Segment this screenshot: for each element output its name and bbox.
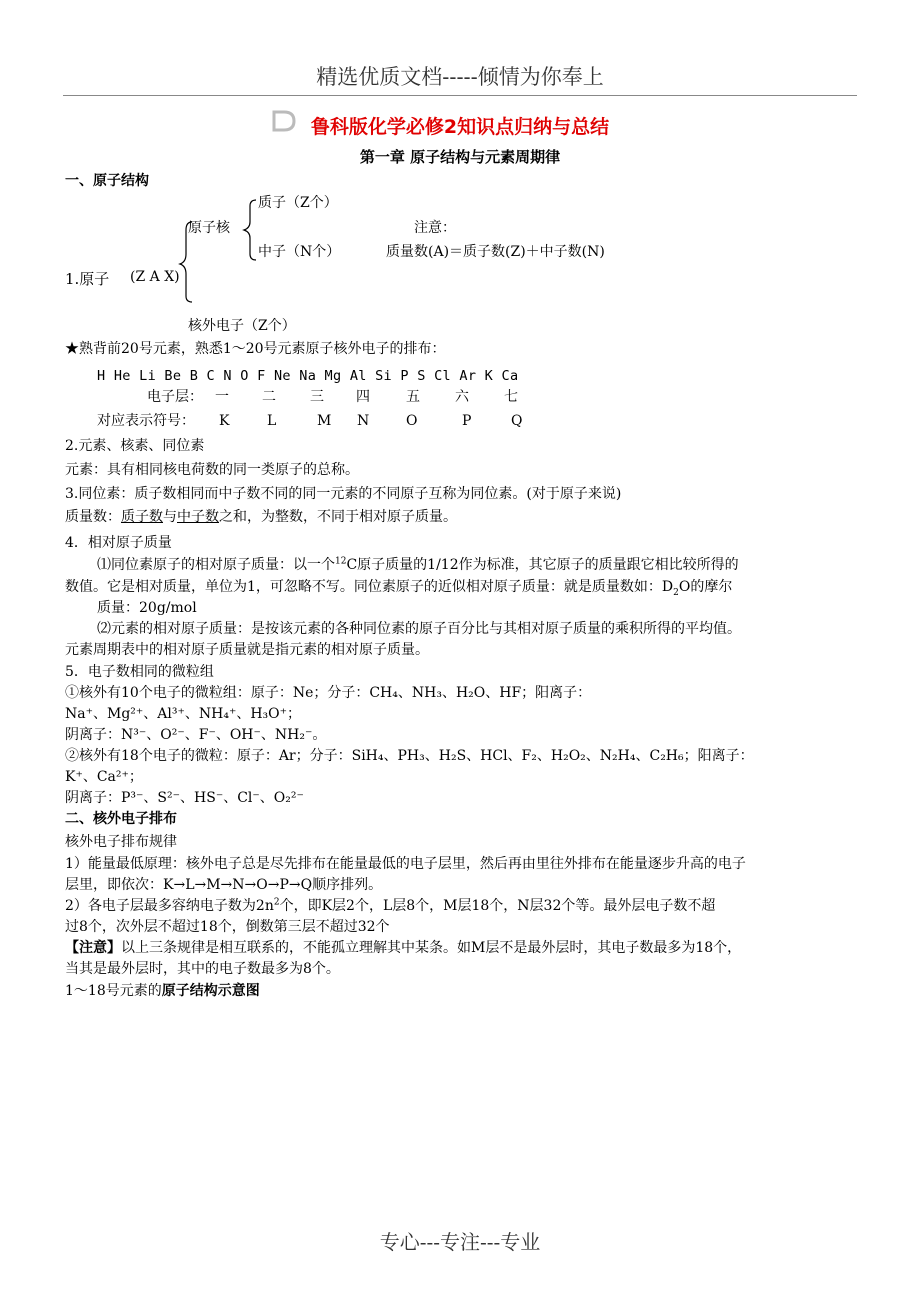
- mass-number-formula: 质量数(A)＝质子数(Z)＋中子数(N): [386, 244, 605, 260]
- atom-brace-icon: [176, 218, 196, 306]
- text-run: C原子质量的1/12作为标准，其它原子的质量跟它相比较所得的: [346, 557, 739, 573]
- relative-mass-p1-line1: [97, 557, 739, 575]
- header-title: 精选优质文档-----倾情为你奉上: [316, 65, 604, 89]
- shell-item: 六: [455, 389, 469, 405]
- memorize-line: ★熟背前20号元素，熟悉1～20号元素原子核外电子的排布：: [65, 341, 446, 357]
- element-definition: 元素：具有相同核电荷数的同一类原子的总称。: [65, 462, 359, 478]
- relative-mass-p2-line2: 元素周期表中的相对原子质量就是指元素的相对原子质量。: [65, 642, 429, 658]
- text-run: 1～18号元素的: [65, 983, 162, 999]
- note-line2: 当其是最外层时，其中的电子数最多为8个。: [65, 961, 340, 977]
- diagram-caption-bold: 原子结构示意图: [161, 983, 260, 999]
- header-divider: [63, 95, 857, 96]
- electron-label: 核外电子（Z个）: [188, 318, 296, 334]
- group10-cations: Na⁺、Mg²⁺、Al³⁺、NH₄⁺、H₃O⁺；: [65, 706, 302, 722]
- section2-heading: 二、核外电子排布: [65, 811, 177, 827]
- neutron-count-term: 中子数: [177, 509, 219, 525]
- rule2-line1: [65, 898, 715, 916]
- atom-notation: (Z A X): [130, 269, 180, 285]
- item4-title: 4．相对原子质量: [65, 535, 172, 551]
- superscript: 12: [335, 556, 347, 567]
- group10-anions: 阴离子：N³⁻、O²⁻、F⁻、OH⁻、NH₂⁻。: [65, 727, 327, 743]
- shell-item: 一: [215, 389, 229, 405]
- symbol-item: L: [267, 413, 277, 429]
- neutron-label: 中子（N个）: [258, 244, 341, 260]
- nucleus-brace-icon: [238, 196, 260, 264]
- subscript: 2: [673, 587, 679, 598]
- text-run: 数值。它是相对质量，单位为1，可忽略不写。同位素原子的近似相对原子质量：就是质量数如：D: [65, 579, 674, 595]
- shell-item: 二: [262, 389, 276, 405]
- group18-cations: K⁺、Ca²⁺；: [65, 769, 143, 785]
- item5-title: 5．电子数相同的微粒组: [65, 664, 214, 680]
- shell-item: 三: [310, 389, 324, 405]
- proton-count-term: 质子数: [121, 509, 163, 525]
- group10-line: ①核外有10个电子的微粒组：原子：Ne；分子：CH₄、NH₃、H₂O、HF；阳离子：: [65, 685, 592, 701]
- symbol-item: N: [357, 413, 370, 429]
- symbol-item: K: [219, 413, 230, 429]
- item2-title: 2.元素、核素、同位素: [65, 438, 205, 454]
- note-tag: 【注意】: [65, 940, 121, 956]
- text-run: O的摩尔: [678, 579, 733, 595]
- relative-mass-p1-line2: [65, 579, 732, 597]
- mass-number-prefix: 质量数：: [65, 509, 121, 525]
- proton-label: 质子（Z个）: [258, 195, 338, 211]
- elements-row: H He Li Be B C N O F Ne Na Mg Al Si P S Cl Ar K Ca: [97, 368, 519, 384]
- relative-mass-p2-line1: ⑵元素的相对原子质量：是按该元素的各种同位素的原子百分比与其相对原子质量的乘积所得的平均值。: [97, 621, 741, 637]
- shells-label: 电子层：: [147, 389, 203, 405]
- rule1-line1: 1）能量最低原理：核外电子总是尽先排布在能量最低的电子层里，然后再由里往外排布在能量逐步升高的电子: [65, 856, 746, 872]
- shell-item: 五: [406, 389, 420, 405]
- footer-text: 专心---专注---专业: [379, 1230, 541, 1254]
- shell-item: 七: [504, 389, 518, 405]
- relative-mass-p1-line3: 质量：20g/mol: [97, 600, 197, 616]
- shell-item: 四: [356, 389, 370, 405]
- symbol-item: P: [462, 413, 472, 429]
- section1-heading: 一、原子结构: [65, 173, 149, 189]
- group18-line: ②核外有18个电子的微粒：原子：Ar；分子：SiH₄、PH₃、H₂S、HCl、F₂、H₂O₂、N₂H₄、C₂H₆；阳离子：: [65, 748, 754, 764]
- text-run: 2）各电子层最多容纳电子数为2n: [65, 898, 274, 914]
- atom-label: 1.原子: [65, 270, 110, 288]
- rules-title: 核外电子排布规律: [65, 834, 177, 850]
- note-label: 注意：: [414, 220, 456, 236]
- superscript: 2: [273, 897, 280, 908]
- rule1-line2: 层里，即依次：K→L→M→N→O→P→Q顺序排列。: [65, 877, 383, 893]
- note-line1: [65, 940, 741, 958]
- text-run: 个，即K层2个，L层8个，M层18个，N层32个等。最外层电子数不超: [279, 898, 716, 914]
- nucleus-label: 原子核: [188, 220, 230, 236]
- symbol-item: O: [406, 413, 418, 429]
- symbol-item: M: [317, 413, 332, 429]
- rule2-line2: 过8个，次外层不超过18个，倒数第三层不超过32个: [65, 919, 390, 935]
- diagram-caption: [65, 983, 260, 1001]
- symbol-item: Q: [511, 413, 523, 429]
- mass-number-mid: 与: [163, 509, 177, 525]
- mass-number-suffix: 之和，为整数，不同于相对原子质量。: [219, 509, 457, 525]
- text-run: 以上三条规律是相互联系的，不能孤立理解其中某条。如M层不是最外层时，其电子数最多为18个，: [121, 940, 742, 956]
- symbols-label: 对应表示符号：: [97, 413, 195, 429]
- document-title: 鲁科版化学必修2知识点归纳与总结: [310, 116, 610, 138]
- chapter-title: 第一章 原子结构与元素周期律: [359, 148, 561, 166]
- mass-number-definition: [65, 509, 457, 527]
- group18-anions: 阴离子：P³⁻、S²⁻、HS⁻、Cl⁻、O₂²⁻: [65, 790, 304, 806]
- isotope-definition: 3.同位素：质子数相同而中子数不同的同一元素的不同原子互称为同位素。(对于原子来说): [65, 486, 622, 502]
- text-run: ⑴同位素原子的相对原子质量：以一个: [97, 557, 335, 573]
